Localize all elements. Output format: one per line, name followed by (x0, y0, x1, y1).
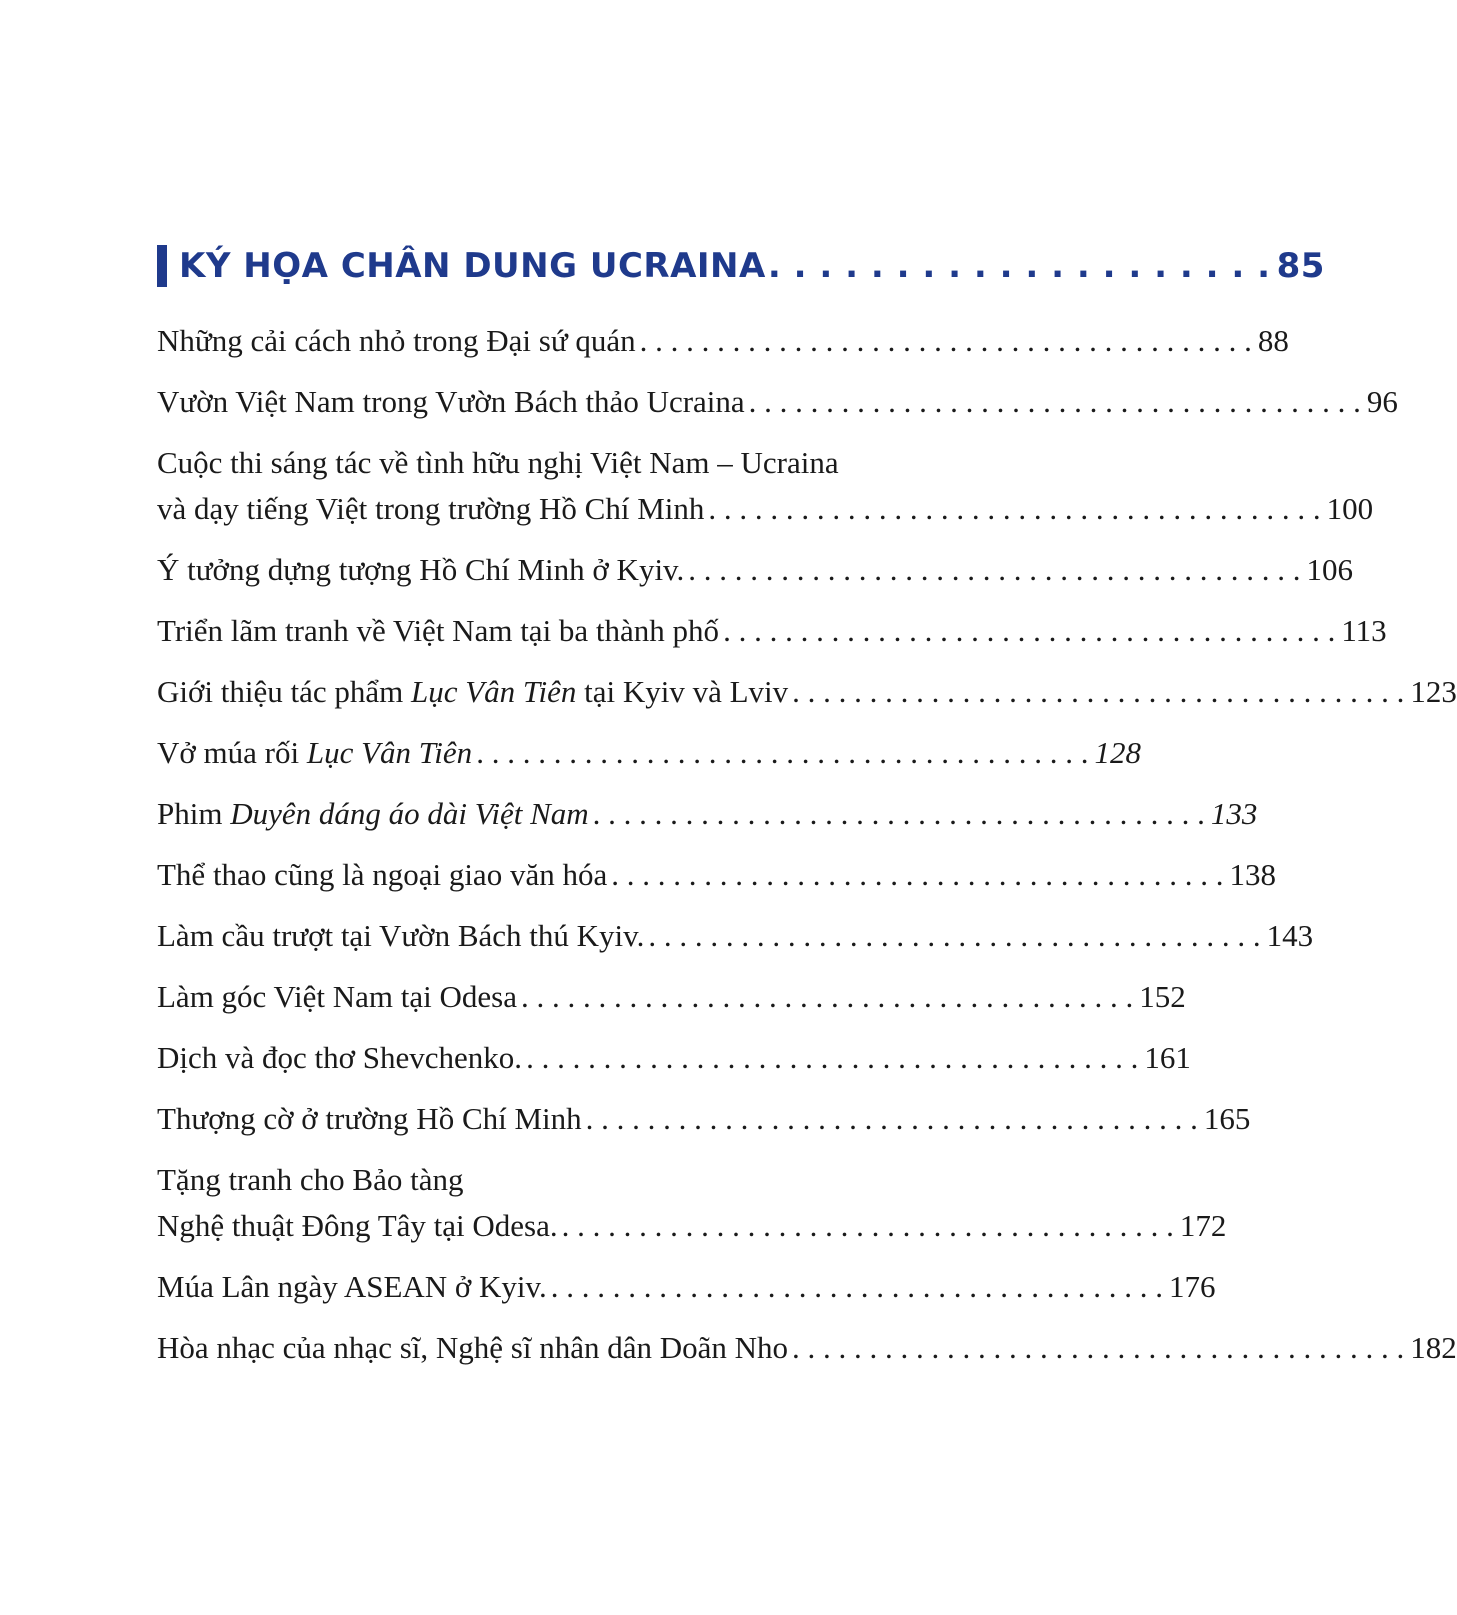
toc-entry[interactable] (157, 440, 1374, 532)
dot-leader: . . . . . . . . . . . . . . . . . . . . . . . . . . . . . . . . . . . . . . . . (723, 613, 1336, 648)
dot-leader: . . . . . . . . . . . . . . . . . . . . . . . . . . . . . . . . . . . . . . . . (611, 857, 1224, 892)
title-text: Dịch và đọc thơ Shevchenko. (157, 1040, 523, 1075)
toc-page-number: 123 (1410, 674, 1457, 709)
title-text: và dạy tiếng Việt trong trường Hồ Chí Minh (157, 491, 705, 526)
toc-entry-title (157, 791, 589, 837)
toc-entry[interactable] (157, 669, 1457, 715)
toc-page-number: 113 (1341, 613, 1387, 648)
toc-entry[interactable] (157, 547, 1354, 593)
toc-entry-title (157, 1035, 522, 1081)
toc-entry-title (157, 486, 704, 532)
toc-page-number: 176 (1169, 1269, 1216, 1304)
title-text: Múa Lân ngày ASEAN ở Kyiv. (157, 1269, 547, 1304)
dot-leader: . . . . . . . . . . . . . . . . . . . . . . . . . . . . . . . . . . . . . . . . (526, 1040, 1139, 1075)
toc-page-number: 88 (1257, 323, 1289, 358)
toc-page-number: 143 (1266, 918, 1314, 953)
italic-work-title: Lục Vân Tiên (411, 674, 577, 709)
toc-entry-title (157, 1096, 582, 1142)
dot-leader: . . . . . . . . . . . . . . . . . . . . . . . . . . . . . . . . . . . . . . . . (708, 491, 1321, 526)
toc-entry[interactable] (157, 913, 1314, 959)
toc-page-number: 133 (1210, 796, 1258, 831)
italic-work-title: Lục Vân Tiên (306, 735, 473, 770)
dot-leader: . . . . . . . . . . . . . . . . . . . . . . . . . . . . . . . . . . . . . . . . (585, 1101, 1198, 1136)
title-text: Nghệ thuật Đông Tây tại Odesa. (157, 1208, 558, 1243)
dot-leader: . . . . . . . . . . . . . . . . . . . . . . . . . . . . . . . . . . . . . . . . (550, 1269, 1164, 1304)
dot-leader: . . . . . . . . . . . . . . . . . . . . . . . . . . . . . . . . . . . . . . . . (688, 552, 1301, 587)
toc-entry[interactable] (157, 608, 1387, 654)
title-text: Làm cầu trượt tại Vườn Bách thú Kyiv. (157, 918, 645, 953)
title-text: tại Kyiv và Lviv (576, 674, 789, 709)
dot-leader: . . . . . . . . . . . . . . . . . . . . . . . . . . . . . . . . . . . . . . . . (648, 918, 1261, 953)
title-text: Thượng cờ ở trường Hồ Chí Minh (157, 1101, 582, 1136)
toc-entry-title (157, 974, 517, 1020)
toc-page-number: 161 (1144, 1040, 1191, 1075)
title-text: Làm góc Việt Nam tại Odesa (157, 979, 517, 1014)
dot-leader: . . . . . . . . . . . . . . . . . . . . . . . . . . . . . . . . . . . . . . . . (792, 674, 1405, 709)
toc-entry-title (157, 669, 788, 715)
dot-leader: . . . . . . . . . . . . . . . . . . . . . . . . . . . . . . . . . . . . . . . . (476, 735, 1089, 770)
toc-entry-title (157, 913, 644, 959)
dot-leader: . . . . . . . . . . . . . . . . . . . . . . . . . . . . . . . . . . . . . . . . (520, 979, 1134, 1014)
toc-entry[interactable] (157, 1325, 1457, 1371)
toc-entry-title (157, 608, 719, 654)
title-text: Giới thiệu tác phẩm (157, 674, 411, 709)
title-text: Hòa nhạc của nhạc sĩ, Nghệ sĩ nhân dân Doãn Nho (157, 1330, 789, 1365)
toc-page-number: 100 (1326, 491, 1374, 526)
toc-entry[interactable] (157, 379, 1398, 425)
toc-page-number: 172 (1179, 1208, 1227, 1243)
table-of-contents (157, 318, 1457, 1386)
toc-page-number: 138 (1229, 857, 1276, 892)
title-text: Triển lãm tranh về Việt Nam tại ba thành phố (157, 613, 720, 648)
toc-entry-title (157, 547, 684, 593)
toc-entry-title-line1: Tặng tranh cho Bảo tàng (157, 1162, 464, 1197)
toc-page-number: 165 (1203, 1101, 1251, 1136)
toc-entry-title (157, 379, 745, 425)
italic-work-title: Duyên dáng áo dài Việt Nam (230, 796, 589, 831)
toc-entry[interactable] (157, 974, 1186, 1020)
dot-leader: . . . . . . . . . . . . . . . . . . . . (767, 246, 1271, 286)
section-heading (157, 242, 1325, 290)
toc-entry[interactable] (157, 318, 1289, 364)
toc-entry[interactable] (157, 791, 1258, 837)
toc-entry[interactable] (157, 1035, 1191, 1081)
dot-leader: . . . . . . . . . . . . . . . . . . . . . . . . . . . . . . . . . . . . . . . . (748, 384, 1361, 419)
dot-leader: . . . . . . . . . . . . . . . . . . . . . . . . . . . . . . . . . . . . . . . . (639, 323, 1252, 358)
toc-page-number: 182 (1410, 1330, 1457, 1365)
title-text: Vườn Việt Nam trong Vườn Bách thảo Ucraina (157, 384, 745, 419)
toc-entry[interactable] (157, 1264, 1216, 1310)
title-text: Phim (157, 796, 231, 831)
title-text: Thể thao cũng là ngoại giao văn hóa (157, 857, 608, 892)
toc-entry-title (157, 1203, 558, 1249)
toc-entry-title (157, 730, 472, 776)
section-page-number: 85 (1276, 246, 1325, 286)
toc-entry[interactable] (157, 730, 1141, 776)
toc-page-number: 96 (1366, 384, 1398, 419)
toc-entry-title (157, 852, 607, 898)
toc-entry-title (157, 318, 636, 364)
toc-entry[interactable] (157, 1096, 1251, 1142)
title-text: Vở múa rối (157, 735, 307, 770)
section-title: KÝ HỌA CHÂN DUNG UCRAINA (179, 246, 766, 286)
toc-page-number: 128 (1094, 735, 1141, 770)
toc-entry[interactable] (157, 1157, 1227, 1249)
dot-leader: . . . . . . . . . . . . . . . . . . . . . . . . . . . . . . . . . . . . . . . . (561, 1208, 1174, 1243)
toc-entry-title (157, 1325, 788, 1371)
dot-leader: . . . . . . . . . . . . . . . . . . . . . . . . . . . . . . . . . . . . . . . . (592, 796, 1205, 831)
toc-entry-title (157, 1264, 547, 1310)
toc-page-number: 152 (1139, 979, 1186, 1014)
title-text: Ý tưởng dựng tượng Hồ Chí Minh ở Kyiv. (157, 552, 685, 587)
toc-entry-title-line1: Cuộc thi sáng tác về tình hữu nghị Việt Nam – Ucraina (157, 445, 839, 480)
toc-page-number: 106 (1306, 552, 1354, 587)
title-text: Những cải cách nhỏ trong Đại sứ quán (157, 323, 636, 358)
toc-entry[interactable] (157, 852, 1276, 898)
section-marker-bar (157, 245, 167, 287)
dot-leader: . . . . . . . . . . . . . . . . . . . . . . . . . . . . . . . . . . . . . . . . (792, 1330, 1405, 1365)
